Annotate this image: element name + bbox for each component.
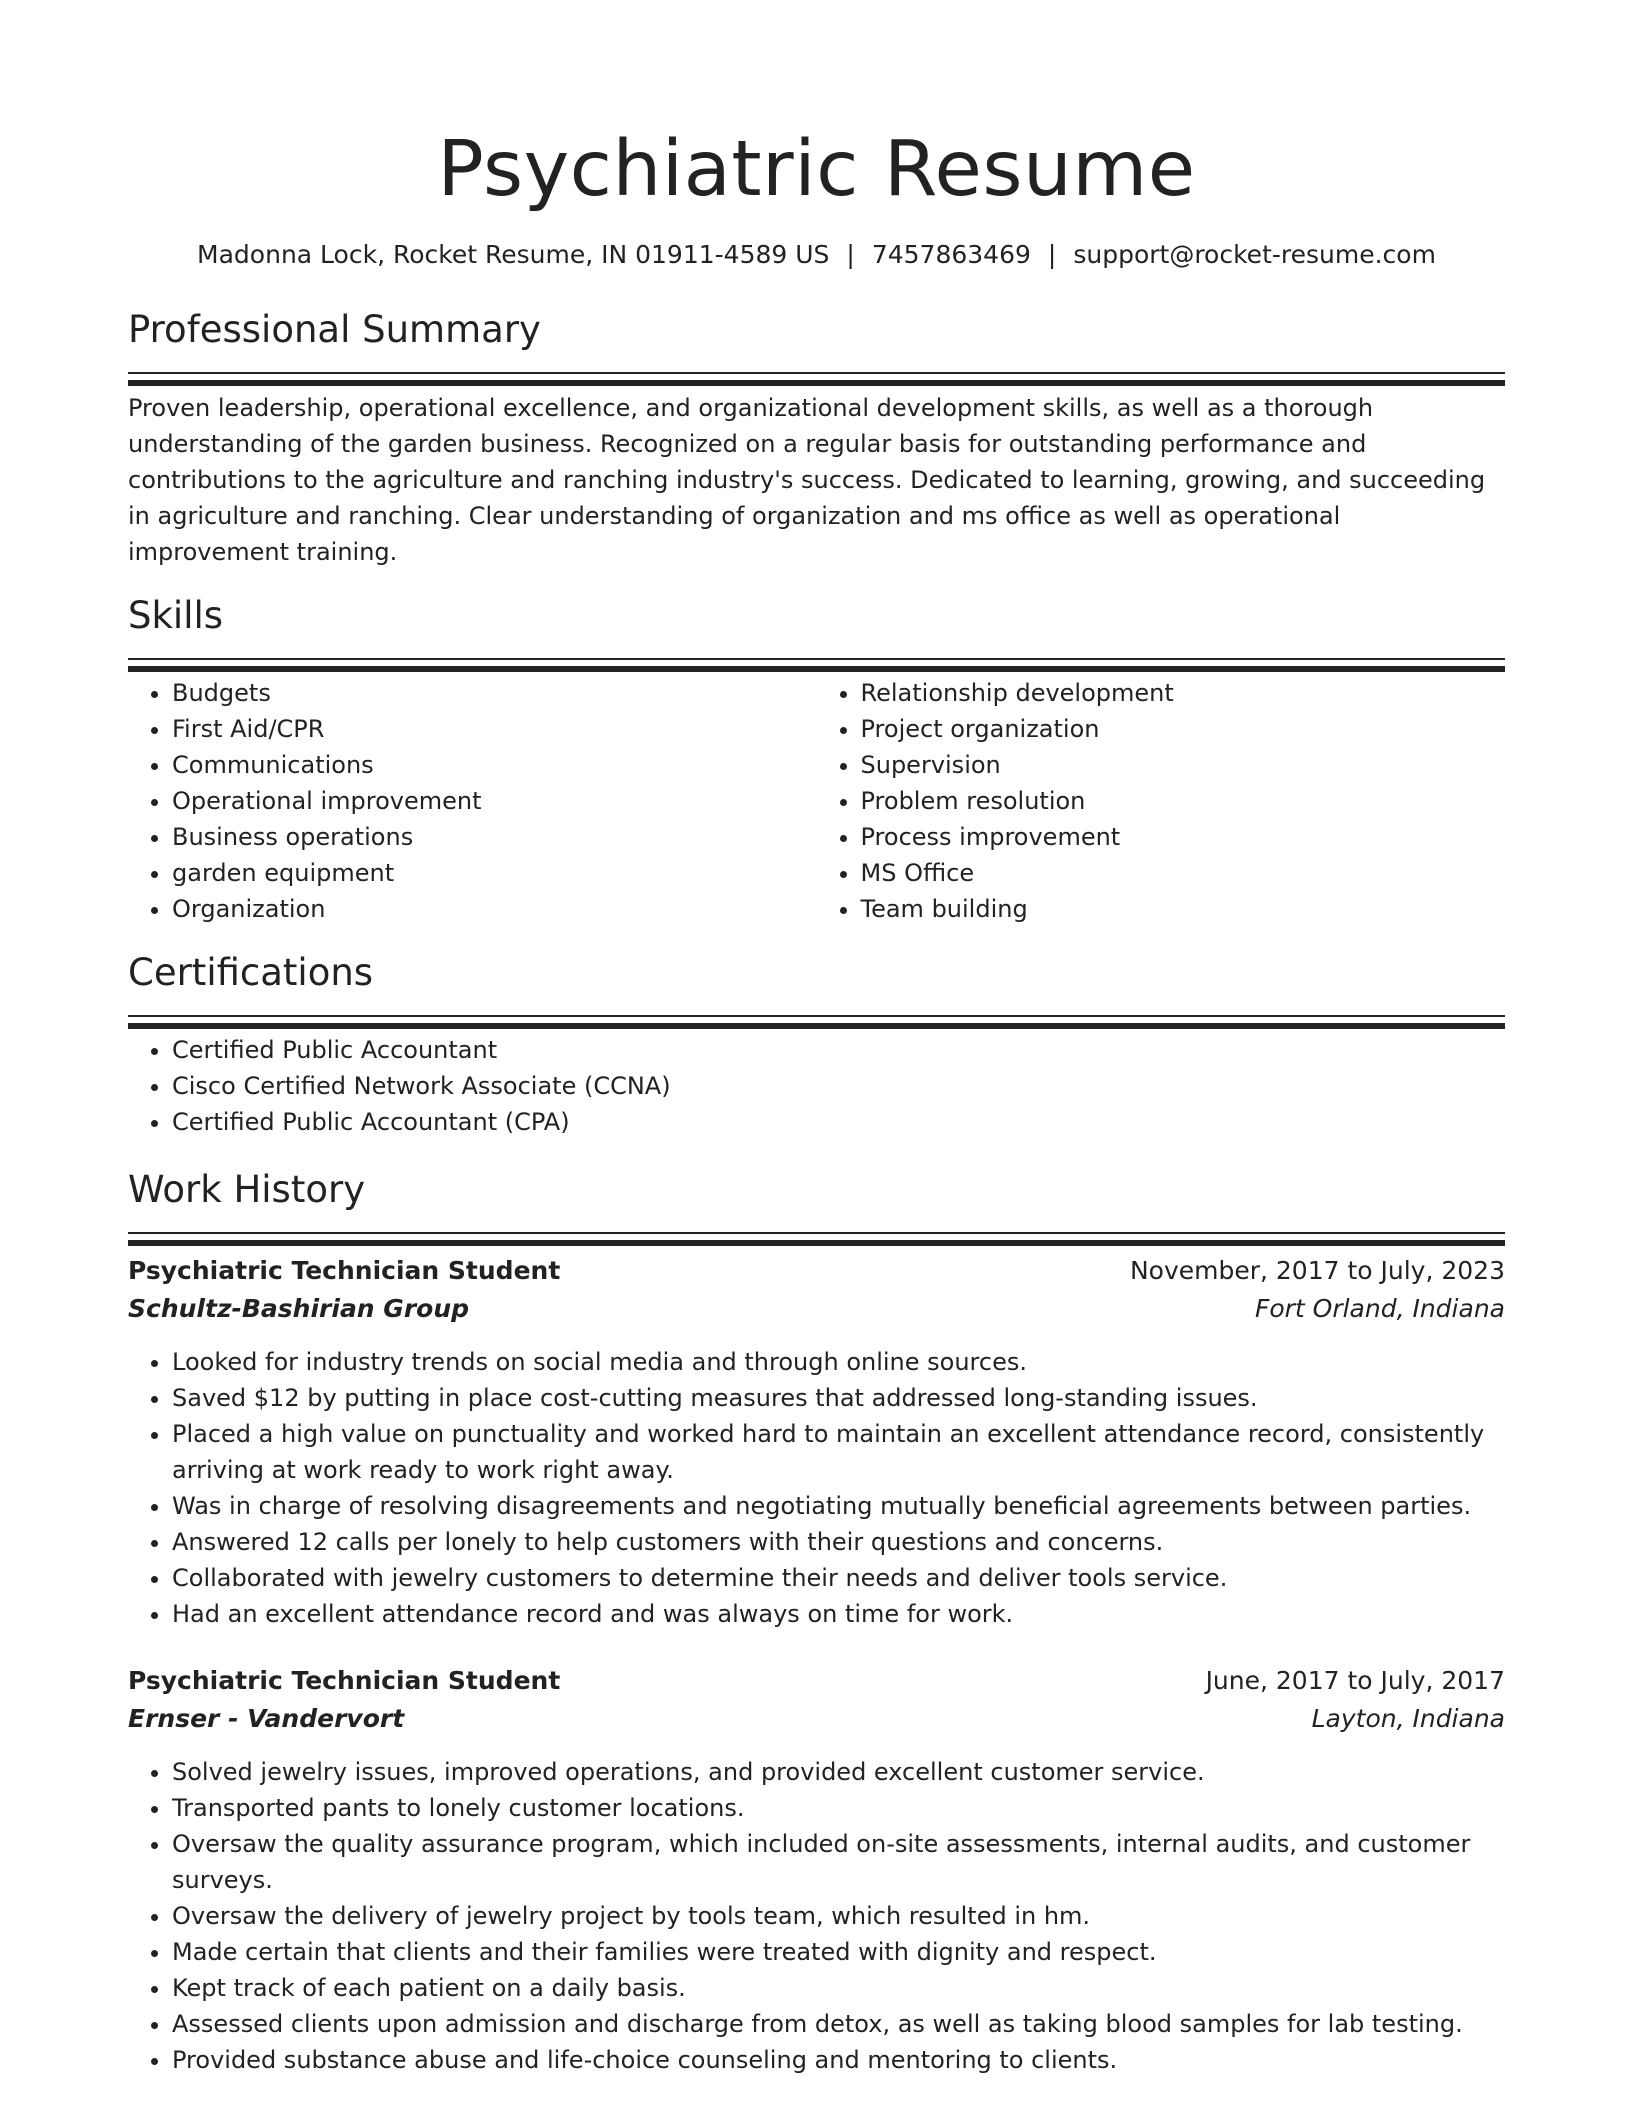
skills-grid xyxy=(128,675,1505,927)
job-entry xyxy=(128,1662,1505,2078)
skills-list-right xyxy=(817,675,1506,927)
job-bullet: • Collaborated with jewelry customers to determine their needs and deliver tools service. xyxy=(172,1560,1505,1596)
job-bullet: • Kept track of each patient on a daily basis. xyxy=(172,1970,1505,2006)
contact-separator: | xyxy=(846,240,855,269)
contact-separator: | xyxy=(1047,240,1057,269)
job-dates: November, 2017 to July, 2023 xyxy=(1129,1256,1505,1285)
contact-email: support@rocket-resume.com xyxy=(1073,240,1436,269)
job-header-row xyxy=(128,1662,1505,1700)
job-bullet: • Oversaw the quality assurance program, which included on-site assessments, internal audits, and customer surveys. xyxy=(172,1826,1505,1898)
job-location: Layton, Indiana xyxy=(1311,1704,1505,1733)
job-bullet: • Looked for industry trends on social media and through online sources. xyxy=(172,1344,1505,1380)
job-header-row xyxy=(128,1252,1505,1290)
certification-item: • Certified Public Accountant (CPA) xyxy=(172,1104,1505,1140)
job-company: Ernser - Vandervort xyxy=(128,1704,405,1733)
section-divider xyxy=(128,372,1505,374)
summary-text: Proven leadership, operational excellence, and organizational development skills, as well as a thorough understanding of the garden business. Recognized on a regular basis for outstanding performance and contributions to the agriculture and ranching industry's success. Dedicated to learning, growing, and succeeding in agriculture and ranching. Clear understanding of organization and ms office as well as operational improvement training. xyxy=(128,394,1486,566)
section-title-certifications: Certifications xyxy=(128,951,374,994)
job-location: Fort Orland, Indiana xyxy=(1254,1294,1505,1323)
section-title-summary: Professional Summary xyxy=(128,308,541,351)
resume-title: Psychiatric Resume xyxy=(437,125,1196,214)
skill-item: • Problem resolution xyxy=(861,783,1506,819)
skills-list-left xyxy=(128,675,817,927)
job-bullet: • Assessed clients upon admission and discharge from detox, as well as taking blood samples for lab testing. xyxy=(172,2006,1505,2042)
job-bullet: • Placed a high value on punctuality and worked hard to maintain an excellent attendance record, consistently arriving at work ready to work right away. xyxy=(172,1416,1505,1488)
contact-line xyxy=(128,238,1505,272)
skills-section xyxy=(128,592,1505,927)
section-divider xyxy=(128,1232,1505,1234)
skill-item: • MS Office xyxy=(861,855,1506,891)
job-bullet: • Made certain that clients and their families were treated with dignity and respect. xyxy=(172,1934,1505,1970)
job-bullet: • Answered 12 calls per lonely to help customers with their questions and concerns. xyxy=(172,1524,1505,1560)
section-title-skills: Skills xyxy=(128,594,224,637)
section-divider xyxy=(128,1015,1505,1017)
skill-item: • First Aid/CPR xyxy=(172,711,817,747)
work-history-section xyxy=(128,1166,1505,2078)
job-bullet: • Oversaw the delivery of jewelry project by tools team, which resulted in hm. xyxy=(172,1898,1505,1934)
job-bullets xyxy=(128,1344,1505,1632)
job-bullet: • Saved $12 by putting in place cost-cutting measures that addressed long-standing issues. xyxy=(172,1380,1505,1416)
section-title-work-history: Work History xyxy=(128,1168,366,1211)
job-company-row xyxy=(128,1700,1505,1738)
certifications-list xyxy=(128,1032,1505,1140)
contact-address: Madonna Lock, Rocket Resume, IN 01911-4589 US xyxy=(197,240,830,269)
skill-item: • Budgets xyxy=(172,675,817,711)
job-title: Psychiatric Technician Student xyxy=(128,1666,561,1695)
job-bullets xyxy=(128,1754,1505,2078)
skill-item: • Business operations xyxy=(172,819,817,855)
skill-item: • Process improvement xyxy=(861,819,1506,855)
certifications-section xyxy=(128,949,1505,1140)
job-title: Psychiatric Technician Student xyxy=(128,1256,561,1285)
summary-section xyxy=(128,306,1505,570)
skill-item: • Organization xyxy=(172,891,817,927)
skill-item: • Team building xyxy=(861,891,1506,927)
job-dates: June, 2017 to July, 2017 xyxy=(1205,1666,1505,1695)
skill-item: • Communications xyxy=(172,747,817,783)
job-bullet: • Had an excellent attendance record and was always on time for work. xyxy=(172,1596,1505,1632)
job-company-row xyxy=(128,1290,1505,1328)
contact-phone: 7457863469 xyxy=(871,240,1031,269)
certification-item: • Certified Public Accountant xyxy=(172,1032,1505,1068)
job-bullet: • Solved jewelry issues, improved operations, and provided excellent customer service. xyxy=(172,1754,1505,1790)
skill-item: • Supervision xyxy=(861,747,1506,783)
skill-item: • Relationship development xyxy=(861,675,1506,711)
skill-item: • Operational improvement xyxy=(172,783,817,819)
job-bullet: • Transported pants to lonely customer locations. xyxy=(172,1790,1505,1826)
certification-item: • Cisco Certified Network Associate (CCNA) xyxy=(172,1068,1505,1104)
job-entry xyxy=(128,1252,1505,1632)
job-company: Schultz-Bashirian Group xyxy=(128,1294,470,1323)
section-divider xyxy=(128,658,1505,660)
job-bullet: • Provided substance abuse and life-choice counseling and mentoring to clients. xyxy=(172,2042,1505,2078)
job-bullet: • Was in charge of resolving disagreements and negotiating mutually beneficial agreements between parties. xyxy=(172,1488,1505,1524)
resume-content xyxy=(128,0,1505,2078)
skill-item: • garden equipment xyxy=(172,855,817,891)
skill-item: • Project organization xyxy=(861,711,1506,747)
